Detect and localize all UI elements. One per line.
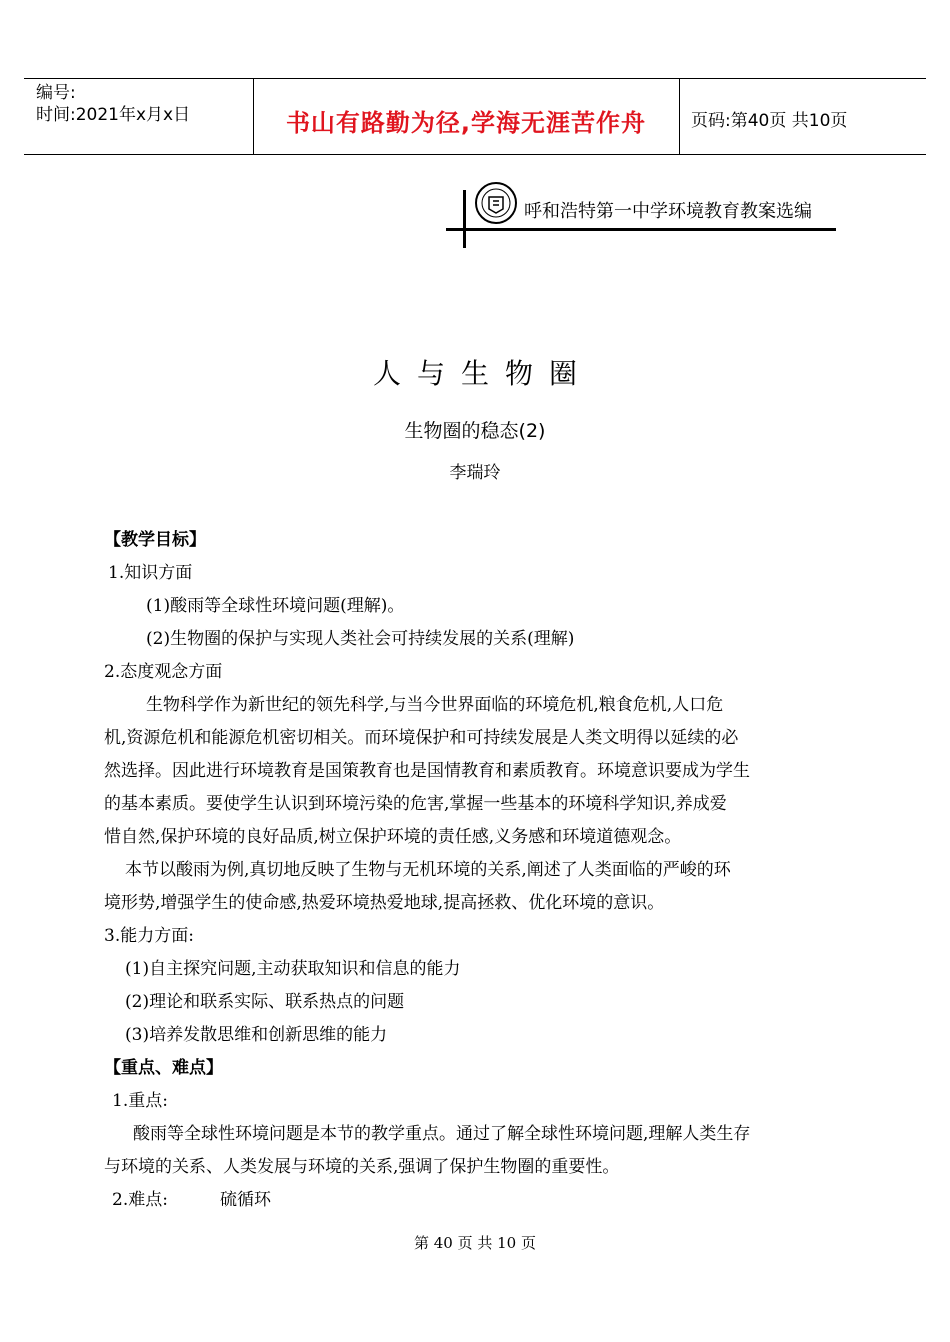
header-motto: 书山有路勤为径,学海无涯苦作舟 (285, 109, 647, 137)
ability-item-3: (3)培养发散思维和创新思维的能力 (125, 1025, 388, 1045)
focus-key-heading: 1.重点: (112, 1091, 168, 1111)
ability-item-2: (2)理论和联系实际、联系热点的问题 (125, 992, 405, 1012)
focus-difficulty-heading: 2.难点: (112, 1190, 168, 1210)
attitude-para1-line4: 的基本素质。要使学生认识到环境污染的危害,掌握一些基本的环境科学知识,养成爱 (104, 794, 727, 814)
knowledge-item-1: (1)酸雨等全球性环境问题(理解)。 (146, 596, 405, 616)
header-meta (36, 82, 190, 126)
banner-vertical-rule (463, 190, 466, 248)
attitude-para2-line1: 本节以酸雨为例,真切地反映了生物与无机环境的关系,阐述了人类面临的严峻的环 (125, 860, 731, 880)
focus-difficulty-value: 硫循环 (220, 1190, 271, 1210)
attitude-para1-line2: 机,资源危机和能源危机密切相关。而环境保护和可持续发展是人类文明得以延续的必 (104, 728, 739, 748)
attitude-para1-line3: 然选择。因此进行环境教育是国策教育也是国情教育和素质教育。环境意识要成为学生 (104, 761, 750, 781)
attitude-para2-line2: 境形势,增强学生的使命感,热爱环境热爱地球,提高拯救、优化环境的意识。 (104, 893, 665, 913)
document-author: 李瑞玲 (449, 463, 501, 483)
attitude-para1-line5: 惜自然,保护环境的良好品质,树立保护环境的责任感,义务感和环境道德观念。 (104, 827, 682, 847)
ability-item-1: (1)自主探究问题,主动获取知识和信息的能力 (125, 959, 461, 979)
header-page-code: 页码:第40页 共10页 (691, 111, 848, 131)
document-title: 人与生物圈 (372, 357, 593, 390)
attitude-heading: 2.态度观念方面 (104, 662, 223, 682)
school-crest-icon (474, 181, 518, 225)
attitude-para1-line1: 生物科学作为新世纪的领先科学,与当今世界面临的环境危机,粮食危机,人口危 (146, 695, 724, 715)
knowledge-heading: 1.知识方面 (108, 563, 193, 583)
number-label: 编号: (36, 83, 76, 103)
focus-key-line1: 酸雨等全球性环境问题是本节的教学重点。通过了解全球性环境问题,理解人类生存 (133, 1124, 751, 1144)
header-bottom-rule (24, 154, 926, 155)
focus-key-line2: 与环境的关系、人类发展与环境的关系,强调了保护生物圈的重要性。 (104, 1157, 620, 1177)
goals-heading: 【教学目标】 (104, 530, 206, 550)
document-subtitle: 生物圈的稳态(2) (404, 420, 546, 442)
focus-heading: 【重点、难点】 (104, 1058, 223, 1078)
time-label: 时间:2021年x月x日 (36, 105, 191, 125)
school-banner-title: 呼和浩特第一中学环境教育教案选编 (524, 201, 812, 222)
banner-horizontal-rule (446, 228, 836, 231)
header-top-rule (24, 78, 926, 79)
ability-heading: 3.能力方面: (104, 926, 194, 946)
knowledge-item-2: (2)生物圈的保护与实现人类社会可持续发展的关系(理解) (146, 629, 575, 649)
page-footer: 第 40 页 共 10 页 (413, 1234, 536, 1252)
header-divider-right (679, 78, 680, 155)
